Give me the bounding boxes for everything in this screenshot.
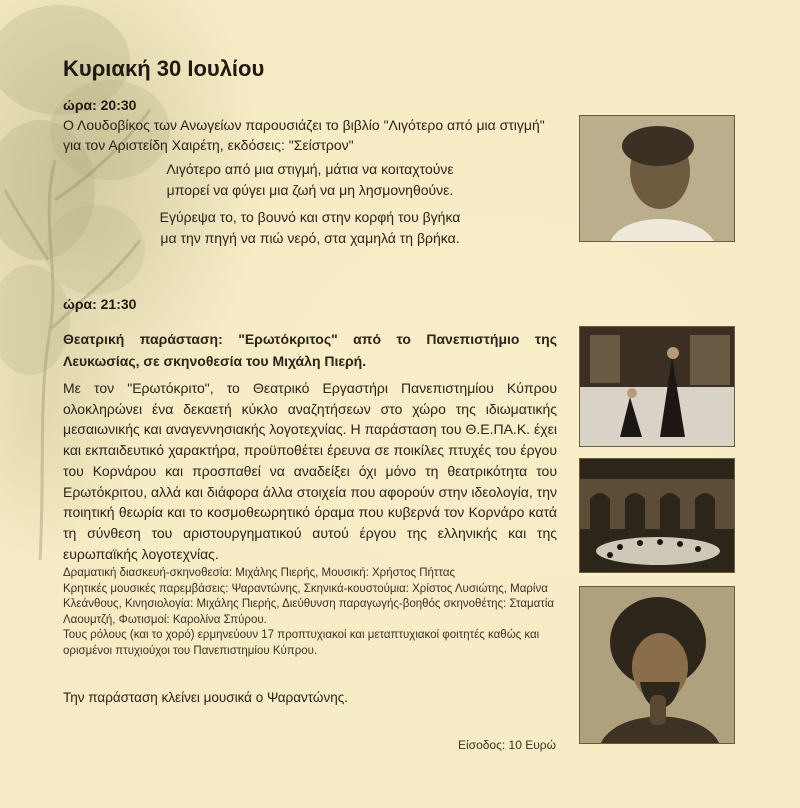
closing-note: Την παράσταση κλείνει μουσικά ο Ψαραντώνης. <box>63 690 348 705</box>
credits-line: Τους ρόλους (και το χορό) ερμηνεύουν 17 προπτυχιακοί και μεταπτυχιακοί φοιτητές καθώς και ορισμένοι πτυχιούχοι του Πανεπιστημίου Κύπρου. <box>63 629 540 657</box>
credits-line: Κρητικές μουσικές παρεμβάσεις: Ψαραντώνης, Σκηνικά-κουστούμια: Χρίστος Λυσιώτης, Μαρίνα Κλεάνθους, Κινησιολογία: Μιχάλης Πιερής, Διεύθυνση παραγωγής-βοηθός σκηνοθέτης: Σταματία Λαουμτζή, Φωτισμοί: Καρολίνα Σπύρου. <box>63 582 555 626</box>
event2-headline: Θεατρική παράσταση: "Ερωτόκριτος" από το Πανεπιστήμιο της Λευκωσίας, σε σκηνοθεσία του Μιχάλη Πιερή. <box>63 331 557 369</box>
credits <box>63 566 563 659</box>
photo-stage-scene-2 <box>579 458 735 573</box>
event1-intro: Ο Λουδοβίκος των Ανωγείων παρουσιάζει το βιβλίο "Λιγότερο από μια στιγμή" για τον Αριστείδη Χαιρέτη, εκδόσεις: "Σείστρον" <box>63 117 545 153</box>
verse-2 <box>63 207 557 249</box>
photo-musician-portrait <box>579 586 735 744</box>
event2-description: Με τον "Ερωτόκριτο", το Θεατρικό Εργαστήρι Πανεπιστημίου Κύπρου ολοκληρώνει ένα δεκαετή κύκλο αναζητήσεων στο χώρο της ιδιωματικής μεσαιωνικής και αναγεννησιακής λογοτεχνίας. Η παράσταση του Θ.Ε.ΠΑ.Κ. έχει και εκπαιδευτικό χαρακτήρα, προϋποθέτει έρευνα σε ποικίλες πτυχές του έργου του Κορνάρου και προσπαθεί να αναδείξει όχι μόνο τη θεατρικότητα του Ερωτόκριτου, αλλά και διάφορα άλλα στοιχεία που αφορούν στην ιδεολογία, την ποιητική θεωρία και το κοσμοθεωρητικό όραμα που κυβερνά τον Κορνάρο κατά τη σύνθεση του αριστουργηματικού αυτού έργου της ελληνικής και της ευρωπαϊκής λογοτεχνίας. <box>63 380 557 562</box>
photo-author-portrait <box>579 115 735 242</box>
verse-line: μπορεί να φύγει μια ζωή να μη λησμονηθούνε. <box>166 182 454 198</box>
verse-line: Λιγότερο από μια στιγμή, μάτια να κοιταχτούνε <box>166 161 454 177</box>
entry-fee: Είσοδος: 10 Ευρώ <box>458 738 556 752</box>
verse-line: μα την πηγή να πιώ νερό, στα χαμηλά τη βρήκα. <box>160 230 460 246</box>
photo-stage-scene-1 <box>579 326 735 447</box>
event1-time: ώρα: 20:30 <box>63 97 137 113</box>
event2-time: ώρα: 21:30 <box>63 296 137 312</box>
verse-line: Εγύρεψα το, το βουνό και στην κορφή του βγήκα <box>159 209 461 225</box>
page-title: Κυριακή 30 Ιουλίου <box>63 56 265 81</box>
verse-1 <box>63 159 557 201</box>
credits-line: Δραματική διασκευή-σκηνοθεσία: Μιχάλης Πιερής, Μουσική: Χρήστος Πήττας <box>63 567 456 579</box>
